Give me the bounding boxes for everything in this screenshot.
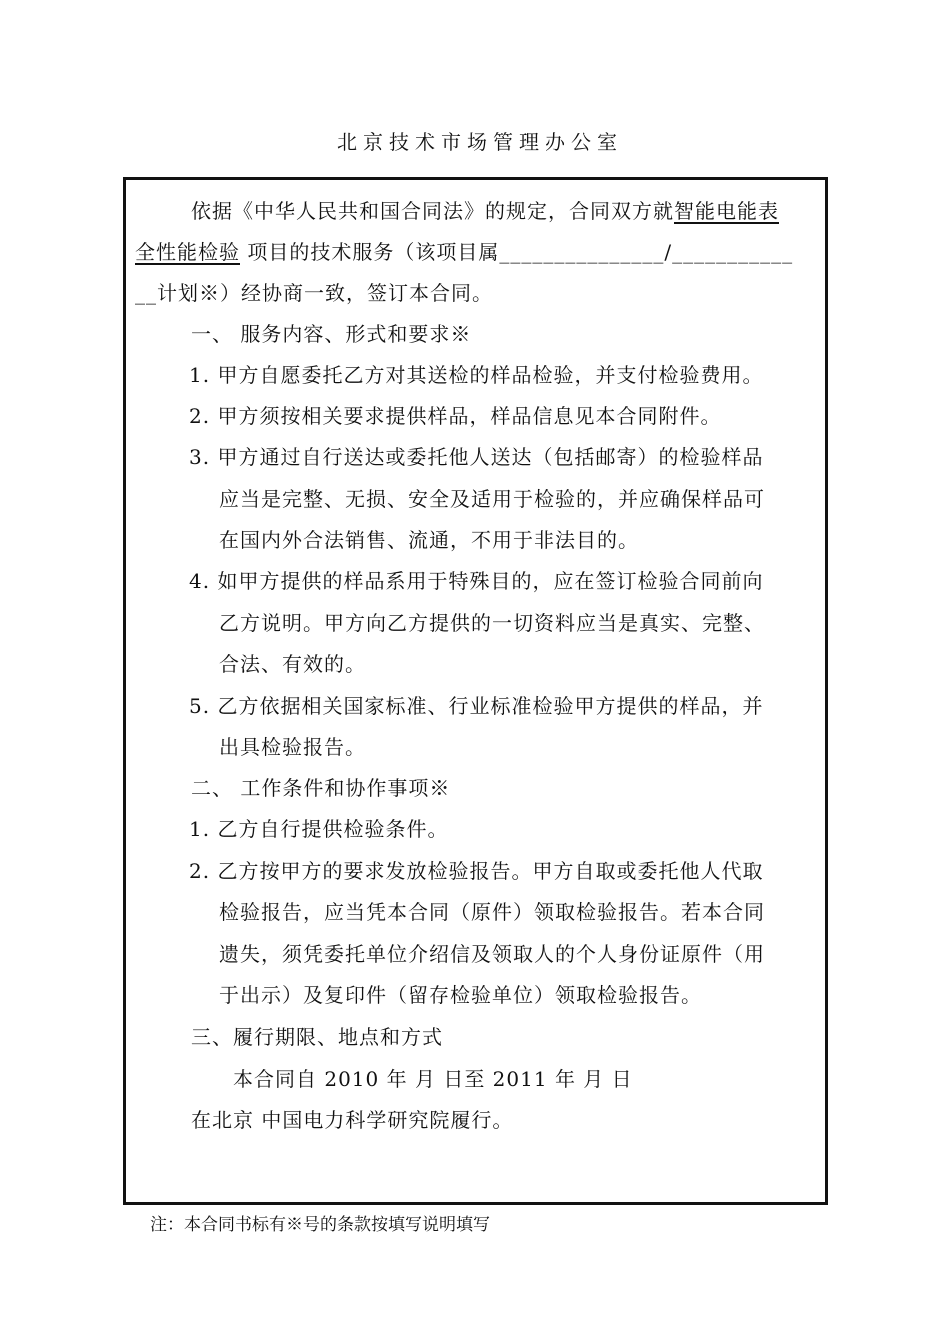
- section-2-heading: 二、 工作条件和协作事项※: [191, 776, 451, 800]
- section-1-item-5-line-1: 5. 乙方依据相关国家标准、行业标准检验甲方提供的样品，并: [189, 694, 764, 718]
- section-1-item-3-line-3: 在国内外合法销售、流通，不用于非法目的。: [219, 528, 639, 552]
- section-2-item-2-line-4: 于出示）及复印件（留存检验单位）领取检验报告。: [219, 983, 702, 1007]
- contract-frame: [123, 177, 828, 1205]
- section-3-heading: 三、履行期限、地点和方式: [191, 1025, 443, 1049]
- section-2-item-2-line-2: 检验报告，应当凭本合同（原件）领取检验报告。若本合同: [219, 900, 765, 924]
- intro-text: 依据《中华人民共和国合同法》的规定，合同双方就: [191, 199, 674, 223]
- intro-line-2: [135, 237, 793, 267]
- contract-period: 本合同自 2010 年 月 日至 2011 年 月 日: [233, 1067, 633, 1091]
- intro-line-3: __计划※）经协商一致，签订本合同。: [135, 281, 493, 305]
- section-1-item-1: 1. 甲方自愿委托乙方对其送检的样品检验，并支付检验费用。: [189, 363, 764, 387]
- page-title: 北京技术市场管理办公室: [337, 130, 623, 154]
- section-2-item-1: 1. 乙方自行提供检验条件。: [189, 817, 449, 841]
- performance-place: 在北京 中国电力科学研究院履行。: [191, 1108, 514, 1132]
- section-1-heading: 一、 服务内容、形式和要求※: [191, 322, 472, 346]
- section-2-item-2-line-3: 遗失，须凭委托单位介绍信及领取人的个人身份证原件（用: [219, 942, 765, 966]
- section-1-item-4-line-2: 乙方说明。甲方向乙方提供的一切资料应当是真实、完整、: [219, 611, 765, 635]
- section-1-item-4-line-3: 合法、有效的。: [219, 652, 366, 676]
- project-name-part-2: 全性能检验: [135, 240, 240, 264]
- project-name-part-1: 智能电能表: [674, 199, 779, 223]
- footer-note: 注：本合同书标有※号的条款按填写说明填写: [150, 1215, 490, 1235]
- section-1-item-3-line-2: 应当是完整、无损、安全及适用于检验的，并应确保样品可: [219, 487, 765, 511]
- project-category-text: 项目的技术服务（该项目属_______________/___________: [247, 240, 794, 264]
- section-1-item-3-line-1: 3. 甲方通过自行送达或委托他人送达（包括邮寄）的检验样品: [189, 445, 764, 469]
- section-1-item-5-line-2: 出具检验报告。: [219, 735, 366, 759]
- section-1-item-4-line-1: 4. 如甲方提供的样品系用于特殊目的，应在签订检验合同前向: [189, 569, 764, 593]
- section-2-item-2-line-1: 2. 乙方按甲方的要求发放检验报告。甲方自取或委托他人代取: [189, 859, 764, 883]
- intro-line-1: [191, 196, 779, 226]
- section-1-item-2: 2. 甲方须按相关要求提供样品，样品信息见本合同附件。: [189, 404, 722, 428]
